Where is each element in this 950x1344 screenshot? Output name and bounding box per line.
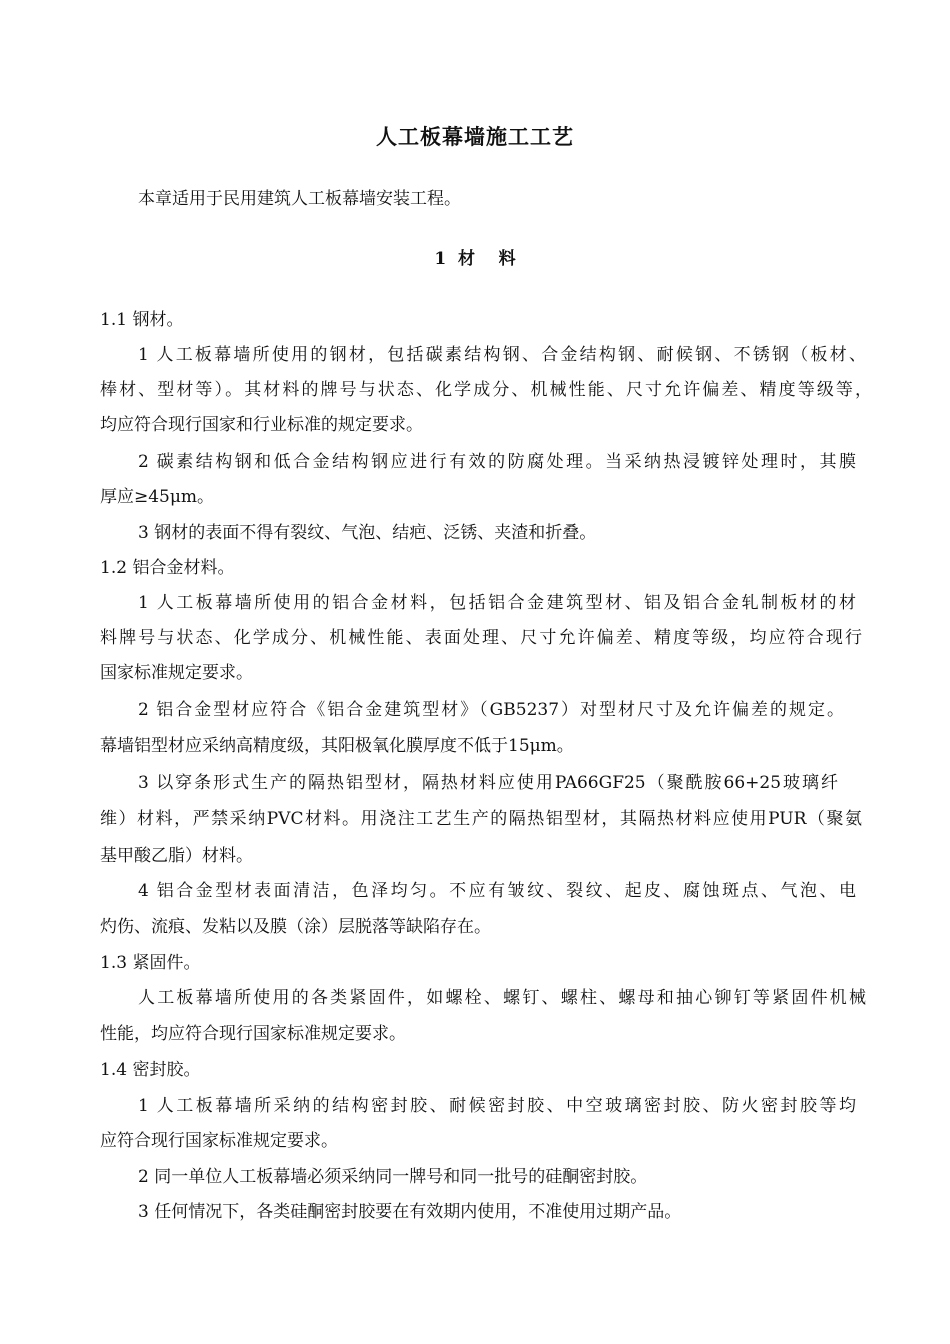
- paragraph-line: 人工板幕墙所使用的各类紧固件，如螺栓、螺钉、螺柱、螺母和抽心铆钉等紧固件机械: [138, 988, 866, 1008]
- paragraph-line: 1 人工板幕墙所采纳的结构密封胶、耐候密封胶、中空玻璃密封胶、防火密封胶等均: [138, 1096, 856, 1116]
- paragraph-line: 均应符合现行国家和行业标准的规定要求。: [100, 415, 423, 435]
- paragraph-line: 2 碳素结构钢和低合金结构钢应进行有效的防腐处理。当采纳热浸镀锌处理时，其膜: [138, 452, 856, 472]
- paragraph-line: 基甲酸乙脂）材料。: [100, 846, 253, 866]
- subsection-heading-1-4: 1.4 密封胶。: [100, 1060, 201, 1080]
- paragraph-line: 3 以穿条形式生产的隔热铝型材，隔热材料应使用PA66GF25（聚酰胺66+25玻璃纤: [138, 773, 838, 793]
- paragraph-line: 性能，均应符合现行国家标准规定要求。: [100, 1024, 406, 1044]
- paragraph-line: 国家标准规定要求。: [100, 663, 253, 683]
- paragraph-line: 厚应≥45μm。: [100, 487, 215, 507]
- paragraph-line: 料牌号与状态、化学成分、机械性能、表面处理、尺寸允许偏差、精度等级，均应符合现行: [100, 628, 862, 648]
- section-heading: 1 材 料: [434, 249, 516, 269]
- document-title: 人工板幕墙施工工艺: [376, 125, 574, 149]
- paragraph-line: 维）材料，严禁采纳PVC材料。用浇注工艺生产的隔热铝型材，其隔热材料应使用PUR（聚氨: [100, 809, 862, 829]
- subsection-heading-1-2: 1.2 铝合金材料。: [100, 558, 235, 578]
- paragraph-line: 灼伤、流痕、发粘以及膜（涂）层脱落等缺陷存在。: [100, 917, 491, 937]
- paragraph-line: 2 同一单位人工板幕墙必须采纳同一牌号和同一批号的硅酮密封胶。: [138, 1167, 648, 1187]
- subsection-heading-1-1: 1.1 钢材。: [100, 310, 184, 330]
- subsection-heading-1-3: 1.3 紧固件。: [100, 953, 201, 973]
- paragraph-line: 3 任何情况下，各类硅酮密封胶要在有效期内使用，不准使用过期产品。: [138, 1202, 682, 1222]
- paragraph-line: 4 铝合金型材表面清洁，色泽均匀。不应有皱纹、裂纹、起皮、腐蚀斑点、气泡、电: [138, 881, 856, 901]
- paragraph-line: 1 人工板幕墙所使用的铝合金材料，包括铝合金建筑型材、铝及铝合金轧制板材的材: [138, 593, 856, 613]
- paragraph-line: 应符合现行国家标准规定要求。: [100, 1131, 338, 1151]
- paragraph-line: 2 铝合金型材应符合《铝合金建筑型材》（GB5237）对型材尺寸及允许偏差的规定。: [138, 700, 844, 720]
- paragraph-line: 幕墙铝型材应采纳高精度级，其阳极氧化膜厚度不低于15μm。: [100, 736, 574, 756]
- paragraph-line: 棒材、型材等）。其材料的牌号与状态、化学成分、机械性能、尺寸允许偏差、精度等级等，: [100, 380, 872, 400]
- paragraph-line: 1 人工板幕墙所使用的钢材，包括碳素结构钢、合金结构钢、耐候钢、不锈钢（板材、: [138, 345, 866, 365]
- intro-paragraph: 本章适用于民用建筑人工板幕墙安装工程。: [138, 189, 461, 209]
- paragraph-line: 3 钢材的表面不得有裂纹、气泡、结疤、泛锈、夹渣和折叠。: [138, 523, 597, 543]
